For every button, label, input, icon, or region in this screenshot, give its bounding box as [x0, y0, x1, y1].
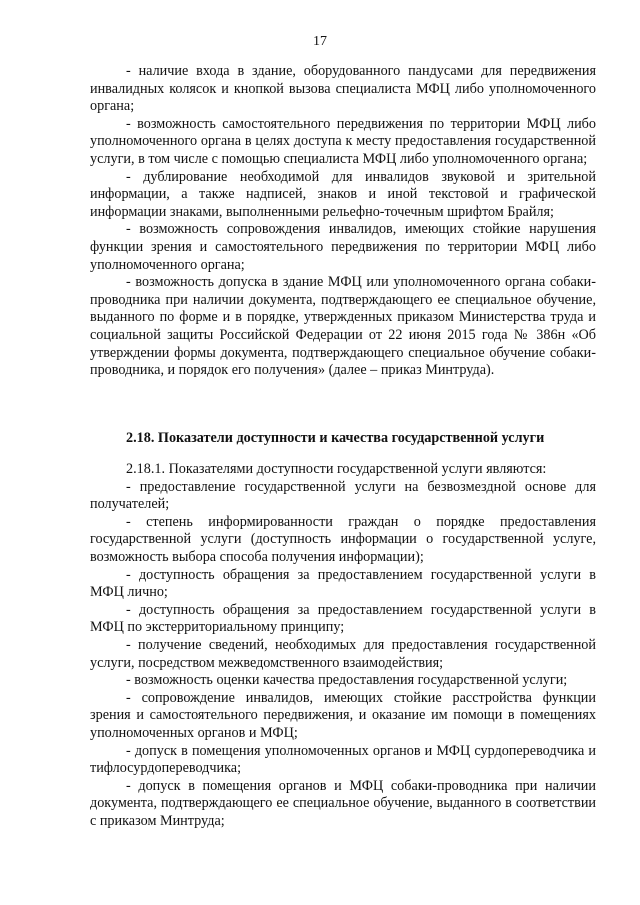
paragraph: - возможность допуска в здание МФЦ или уполномоченного органа собаки-проводника при наличии документа, подтверждающего ее специальное обучение, выданного по форме и в порядке, утвержденных приказом Министерства труда и социальной защиты Российской Федерации от 22 июня 2015 года № 386н «Об утверждении формы документа, подтверждающего специальное обучение собаки-проводника, и порядок его получения» (далее – приказ Минтруда).	[90, 274, 596, 379]
paragraph: - доступность обращения за предоставлением государственной услуги в МФЦ по экстерриториальному принципу;	[90, 601, 596, 636]
paragraph: - возможность оценки качества предоставления государственной услуги;	[126, 672, 568, 689]
paragraph: - допуск в помещения органов и МФЦ собаки-проводника при наличии документа, подтверждающего ее специальное обучение, выданного в соответствии с приказом Минтруда;	[90, 777, 596, 829]
paragraph: - доступность обращения за предоставлением государственной услуги в МФЦ лично;	[90, 566, 596, 601]
accessibility-indicators-list	[90, 461, 596, 830]
paragraph: - сопровождение инвалидов, имеющих стойкие расстройства функции зрения и самостоятельного передвижения, и оказание им помощи в помещениях уполномоченных органов и МФЦ;	[90, 689, 596, 741]
paragraph: - дублирование необходимой для инвалидов звуковой и зрительной информации, а также надписей, знаков и иной текстовой и графической информации знаками, выполненными рельефно-точечным шрифтом Брайля;	[90, 168, 596, 220]
paragraph: - возможность сопровождения инвалидов, имеющих стойкие нарушения функции зрения и самостоятельного передвижения по территории МФЦ либо уполномоченного органа;	[90, 221, 596, 273]
paragraph: - получение сведений, необходимых для предоставления государственной услуги, посредством межведомственного взаимодействия;	[90, 636, 596, 671]
accessibility-conditions-list	[90, 63, 596, 380]
page-number: 17	[313, 34, 327, 49]
paragraph: 2.18.1. Показателями доступности государственной услуги являются:	[126, 461, 547, 477]
paragraph: - наличие входа в здание, оборудованного пандусами для передвижения инвалидных колясок и кнопкой вызова специалиста МФЦ либо уполномоченного органа;	[90, 63, 596, 115]
paragraph: - степень информированности граждан о порядке предоставления государственной услуги (доступность информации о государственной услуге, возможность выбора способа получения информации);	[90, 513, 596, 565]
section-heading: 2.18. Показатели доступности и качества государственной услуги	[126, 430, 545, 446]
paragraph: - возможность самостоятельного передвижения по территории МФЦ либо уполномоченного органа в целях доступа к месту предоставления государственной услуги, в том числе с помощью специалиста МФЦ либо уполномоченного органа;	[90, 115, 596, 167]
paragraph: - предоставление государственной услуги на безвозмездной основе для получателей;	[90, 478, 596, 513]
paragraph: - допуск в помещения уполномоченных органов и МФЦ сурдопереводчика и тифлосурдопереводчика;	[90, 742, 596, 777]
